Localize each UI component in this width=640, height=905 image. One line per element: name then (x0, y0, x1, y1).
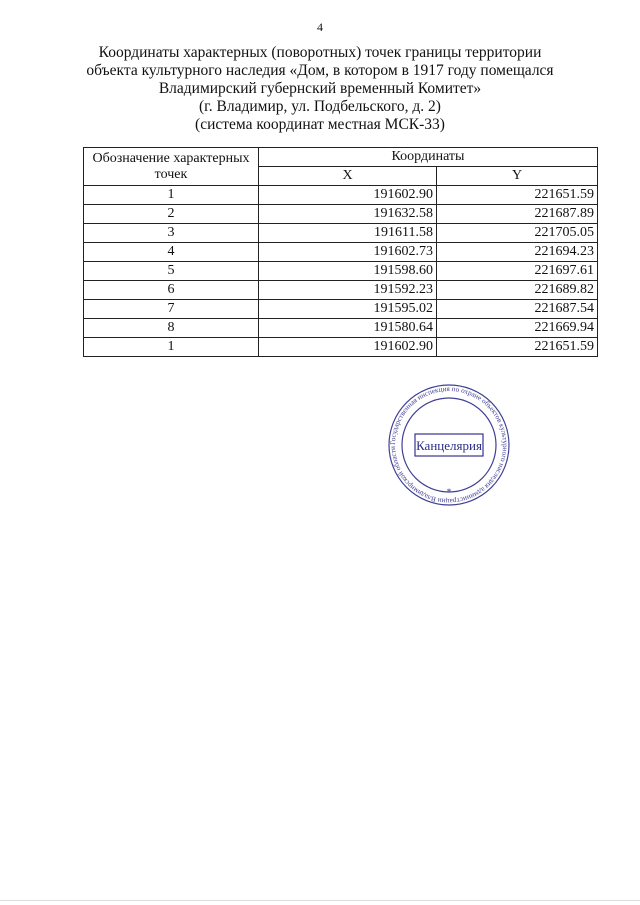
stamp-star-icon: * (446, 487, 452, 497)
table-row (84, 319, 598, 338)
x-cell: 191632.58 (259, 205, 437, 224)
y-cell: 221687.54 (437, 300, 598, 319)
point-cell: 8 (84, 319, 259, 338)
heading-line-3: Владимирский губернский временный Комитет» (158, 80, 482, 97)
x-cell: 191602.90 (259, 338, 437, 357)
point-cell: 5 (84, 262, 259, 281)
point-cell: 6 (84, 281, 259, 300)
header-x: X (259, 167, 437, 186)
table-row (84, 300, 598, 319)
stamp-center-text: Канцелярия (416, 438, 482, 453)
point-cell: 2 (84, 205, 259, 224)
point-cell: 1 (84, 186, 259, 205)
document-heading (40, 44, 600, 134)
x-cell: 191580.64 (259, 319, 437, 338)
y-cell: 221687.89 (437, 205, 598, 224)
y-cell: 221669.94 (437, 319, 598, 338)
y-cell: 221689.82 (437, 281, 598, 300)
table-row (84, 281, 598, 300)
table-row (84, 262, 598, 281)
table-row (84, 224, 598, 243)
point-cell: 7 (84, 300, 259, 319)
y-cell: 221651.59 (437, 338, 598, 357)
heading-line-2: объекта культурного наследия «Дом, в котором в 1917 году помещался (86, 62, 554, 79)
table-row (84, 186, 598, 205)
x-cell: 191602.90 (259, 186, 437, 205)
heading-line-1: Координаты характерных (поворотных) точек границы территории (98, 44, 542, 61)
page-number: 4 (317, 20, 323, 34)
header-y: Y (437, 167, 598, 186)
x-cell: 191595.02 (259, 300, 437, 319)
y-cell: 221694.23 (437, 243, 598, 262)
x-cell: 191611.58 (259, 224, 437, 243)
x-cell: 191598.60 (259, 262, 437, 281)
table-row (84, 205, 598, 224)
table-row (84, 338, 598, 357)
x-cell: 191592.23 (259, 281, 437, 300)
table-header-row (84, 148, 598, 167)
point-cell: 4 (84, 243, 259, 262)
header-points: Обозначение характерных точек (84, 148, 259, 186)
point-cell: 3 (84, 224, 259, 243)
scan-edge-divider (0, 900, 640, 901)
heading-line-4: (г. Владимир, ул. Подбельского, д. 2) (199, 98, 441, 115)
coordinates-table (83, 147, 598, 357)
stamp-seal-icon (381, 383, 517, 507)
heading-line-5: (система координат местная МСК-33) (195, 116, 445, 133)
header-coordinates: Координаты (259, 148, 598, 167)
y-cell: 221651.59 (437, 186, 598, 205)
x-cell: 191602.73 (259, 243, 437, 262)
office-stamp (381, 383, 517, 507)
point-cell: 1 (84, 338, 259, 357)
table-row (84, 243, 598, 262)
y-cell: 221705.05 (437, 224, 598, 243)
stamp-ring-text: Государственная инспекция по охране объектов культурного наследия администрации Владимирской области (388, 384, 510, 506)
y-cell: 221697.61 (437, 262, 598, 281)
